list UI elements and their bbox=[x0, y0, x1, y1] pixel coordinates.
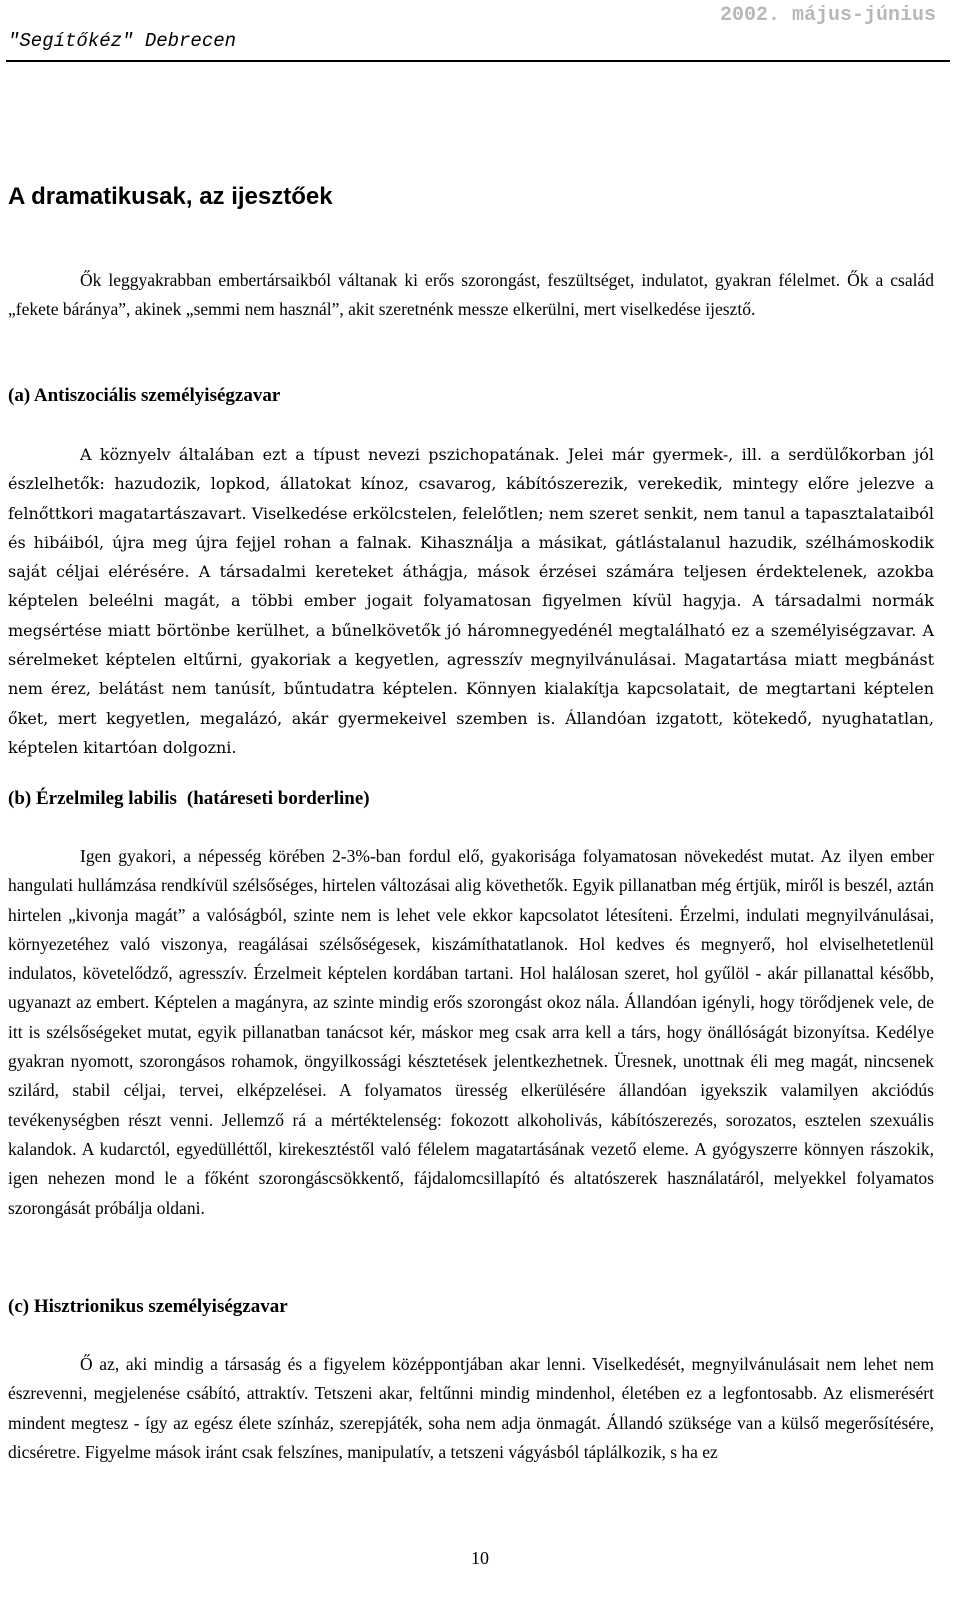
header-date: 2002. május-június bbox=[719, 4, 936, 27]
intro-paragraph: Ők leggyakrabban embertársaikból váltanak ki erős szorongást, feszültséget, indulatot, gyakran félelmet. Ők a család „fekete báránya”, akinek „semmi nem használ”, akit szeretnénk messze elkerülni, mert viselkedése ijesztő. bbox=[8, 270, 934, 320]
header-divider bbox=[6, 60, 950, 62]
page-number: 10 bbox=[471, 1548, 489, 1568]
section-heading-b bbox=[8, 788, 370, 810]
section-heading-a: (a) Antiszociális személyiségzavar bbox=[8, 385, 281, 406]
section-heading-b-part2: (határeseti borderline) bbox=[186, 788, 370, 809]
section-body-c: Ő az, aki mindig a társaság és a figyelem középpontjában akar lenni. Viselkedését, megnyilvánulásait nem lehet nem észrevenni, megjelenése csábító, attraktív. Tetszeni akar, feltűnni mindig mindenhol, életében ez a legfontosabb. Az elismerésért mindent megtesz - így az egész élete színház, szerepjáték, soha nem adja önmagát. Állandó szüksége van a külső megerősítésére, dicséretre. Figyelme mások iránt csak felszínes, manipulatív, a tetszeni vágyásból táplálkozik, s ha ez bbox=[8, 1354, 934, 1462]
section-heading-b-part1: (b) Érzelmileg labilis bbox=[8, 788, 177, 809]
page-title: A dramatikusak, az ijesztőek bbox=[8, 183, 333, 210]
section-body-a: A köznyelv általában ezt a típust nevezi pszichopatának. Jelei már gyermek-, ill. a serdülőkorban jól észlelhetők: hazudozik, lopkod, állatokat kínoz, csavarog, kábítószerezik, verekedik, mintegy előre jelezve a felnőttkori magatartászavart. Viselkedése erkölcstelen, felelőtlen; nem szeret senkit, nem tanul a tapasztalataiból és hibáiból, újra meg újra fejjel rohan a falnak. Kihasználja a másikat, gátlástalanul hazudik, szélhámoskodik saját céljai elérésére. A társadalmi kereteket áthágja, mások érzései számára teljesen érdektelenek, azokba képtelen beleélni magát, a többi ember jogait folyamatosan figyelmen kívül hagyja. A társadalmi normák megsértése miatt börtönbe kerülhet, a bűnelkövetők jó háromnegyedénél megtalálható ez a személyiségzavar. A sérelmeket képtelen eltűrni, gyakoriak a kegyetlen, agresszív megnyilvánulásai. Magatartása miatt megbánást nem érez, belátást nem tanúsít, bűntudatra képtelen. Könnyen kialakítja kapcsolatait, de megtartani képtelen őket, mert kegyetlen, megalázó, akár gyermekeivel szemben is. Állandóan izgatott, kötekedő, nyughatatlan, képtelen kitartóan dolgozni. bbox=[8, 445, 934, 757]
section-body-b: Igen gyakori, a népesség körében 2-3%-ban fordul elő, gyakorisága folyamatosan növekedést mutat. Az ilyen ember hangulati hullámzása rendkívül szélsőséges, hirtelen változásai alig követhetők. Egyik pillanatban még értjük, miről is beszél, aztán hirtelen „kivonja magát” a valóságból, szinte nem is lehet vele ekkor kapcsolatot létesíteni. Érzelmi, indulati megnyilvánulásai, környezetéhez való viszonya, reagálásai szélsőségesek, kiszámíthatatlanok. Hol kedves és megnyerő, hol elviselhetetlenül indulatos, követelődző, agresszív. Érzelmeit képtelen kordában tartani. Hol halálosan szeret, hol gyűlöl - akár pillanattal később, ugyanazt az embert. Képtelen a magányra, az szinte mindig erős szorongást okoz nála. Állandóan igényli, hogy törődjenek vele, de itt is szélsőségeket mutat, egyik pillanatban tanácsot kér, máskor meg csak arra kell a társ, hogy önállóságát bizonyítsa. Kedélye gyakran nyomott, szorongásos rohamok, öngyilkossági késztetések jelentkezhetnek. Üresnek, unottnak éli meg magát, nincsenek szilárd, stabil céljai, tervei, elképzelései. A folyamatos üresség elkerülésére állandóan igyekszik valamilyen akciódús tevékenységben részt venni. Jellemző rá a mértéktelenség: fokozott alkoholivás, kábítószerezés, sorozatos, esztelen szexuális kalandok. A kudarctól, egyedülléttől, kirekesztéstől való félelem magatartásának vezető eleme. A gyógyszerre könnyen rászokik, igen nehezen mond le a főként szorongáscsökkentő, fájdalomcsillapító és altatószerek használatáról, melyekkel folyamatos szorongását próbálja oldani. bbox=[8, 846, 934, 1218]
header-source: "Segítőkéz" Debrecen bbox=[8, 30, 237, 52]
section-heading-c: (c) Hisztrionikus személyiségzavar bbox=[8, 1296, 288, 1317]
